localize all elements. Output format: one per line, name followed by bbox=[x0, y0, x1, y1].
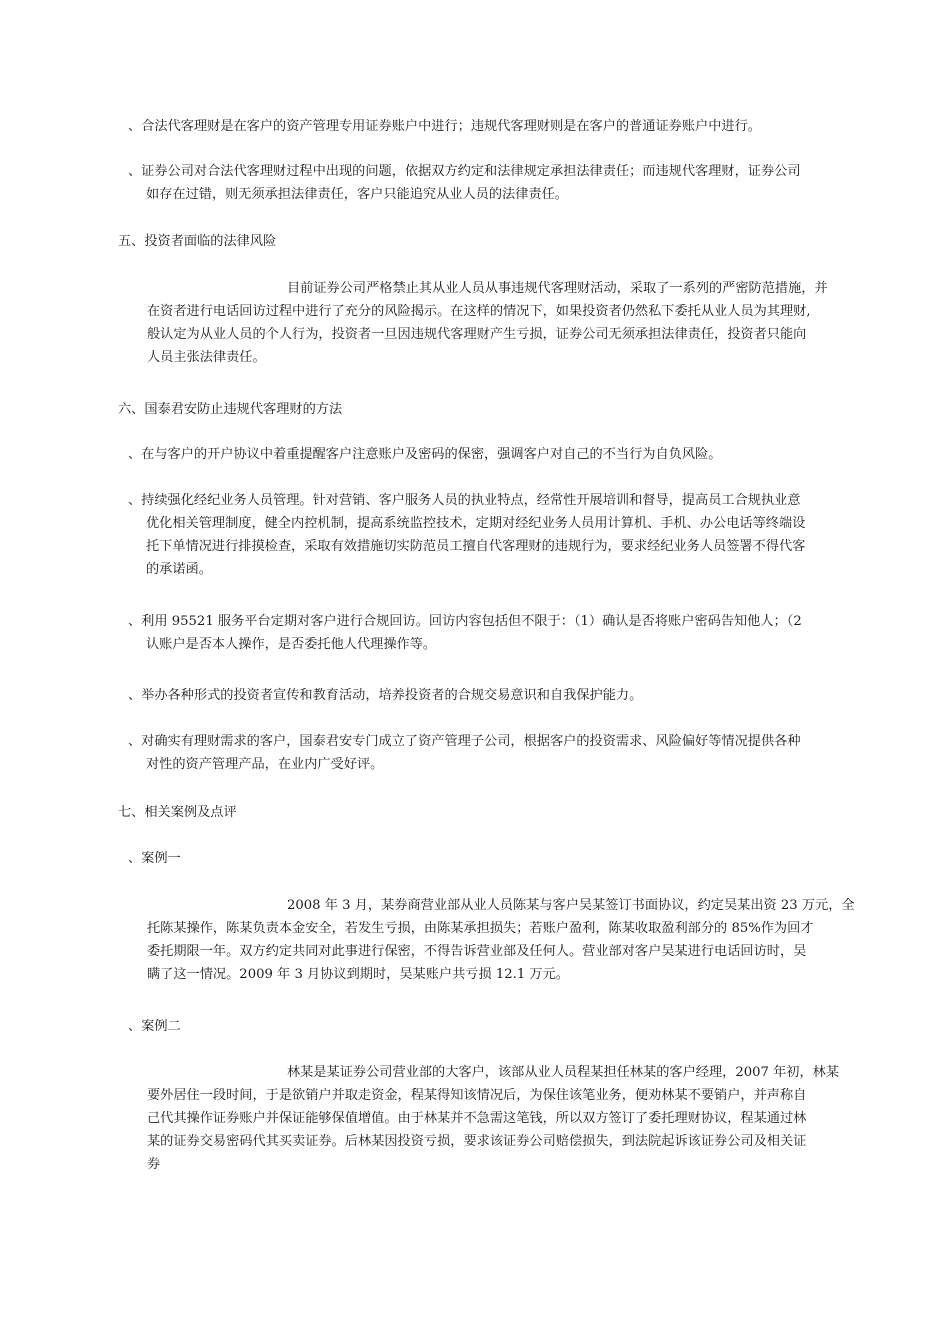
section-heading bbox=[118, 398, 518, 421]
bullet-item bbox=[128, 1015, 948, 1038]
text-line: 对性的资产管理产品，在业内广受好评。 bbox=[146, 757, 384, 772]
text-line: 、在与客户的开户协议中着重提醒客户注意账户及密码的保密，强调客户对自己的不当行为自负风险。 bbox=[128, 447, 722, 462]
text-line: 、合法代客理财是在客户的资产管理专用证券账户中进行；违规代客理财则是在客户的普通证券账户中进行。 bbox=[128, 119, 761, 134]
paragraph bbox=[147, 894, 947, 986]
paragraph bbox=[147, 277, 947, 369]
text-line: 认账户是否本人操作，是否委托他人代理操作等。 bbox=[146, 637, 437, 652]
heading-text: 六、国泰君安防止违规代客理财的方法 bbox=[118, 402, 343, 417]
text-line: 般认定为从业人员的个人行为，投资者一旦因违规代客理财产生亏损，证券公司无须承担法律责任，投资者只能向 bbox=[147, 327, 807, 342]
bullet-item bbox=[128, 115, 948, 138]
bullet-item bbox=[128, 443, 948, 466]
text-line: 、利用 95521 服务平台定期对客户进行合规回访。回访内容包括但不限于：（1）确认是否将账户密码告知他人；（2 bbox=[128, 614, 802, 629]
heading-text: 五、投资者面临的法律风险 bbox=[118, 234, 277, 249]
text-line: 的承诺函。 bbox=[146, 562, 212, 577]
text-line: 委托期限一年。双方约定共同对此事进行保密，不得告诉营业部及任何人。营业部对客户吴某进行电话回访时，吴 bbox=[147, 944, 807, 959]
text-line: 、举办各种形式的投资者宣传和教育活动，培养投资者的合规交易意识和自我保护能力。 bbox=[128, 688, 643, 703]
text-line: 某的证券交易密码代其买卖证券。后林某因投资亏损，要求该证券公司赔偿损失，到法院起诉该证券公司及相关证 bbox=[147, 1134, 807, 1149]
text-line: 瞒了这一情况。2009 年 3 月协议到期时，吴某账户共亏损 12.1 万元。 bbox=[147, 967, 569, 982]
heading-text: 七、相关案例及点评 bbox=[118, 805, 237, 820]
text-line: 如存在过错，则无须承担法律责任，客户只能追究从业人员的法律责任。 bbox=[146, 187, 568, 202]
text-line: 人员主张法律责任。 bbox=[147, 350, 266, 365]
text-line: 托陈某操作，陈某负责本金安全，若发生亏损，由陈某承担损失；若账户盈利，陈某收取盈利部分的 85%作为回才 bbox=[147, 921, 814, 936]
text-line: 己代其操作证券账户并保证能够保值增值。由于林某并不急需这笔钱，所以双方签订了委托理财协议，程某通过林 bbox=[147, 1111, 807, 1126]
text-line: 林某是某证券公司营业部的大客户，该部从业人员程某担任林某的客户经理，2007 年初，林某 bbox=[287, 1065, 840, 1080]
bullet-item bbox=[128, 684, 948, 707]
bullet-item bbox=[128, 489, 950, 581]
text-line: 、案例二 bbox=[128, 1019, 181, 1034]
text-line: 优化相关管理制度，健全内控机制，提高系统监控技术，定期对经纪业务人员用计算机、手机、办公电话等终端设 bbox=[146, 516, 806, 531]
text-line: 、证券公司对合法代客理财过程中出现的问题，依据双方约定和法律规定承担法律责任；而违规代客理财，证券公司 bbox=[128, 164, 801, 179]
text-line: 2008 年 3 月，某券商营业部从业人员陈某与客户吴某签订书面协议，约定吴某出资 23 万元，全 bbox=[287, 898, 855, 913]
text-line: 、案例一 bbox=[128, 851, 181, 866]
text-line: 在资者进行电话回访过程中进行了充分的风险揭示。在这样的情况下，如果投资者仍然私下委托从业人员为其理财, bbox=[147, 304, 811, 319]
text-line: 、对确实有理财需求的客户，国泰君安专门成立了资产管理子公司，根据客户的投资需求、风险偏好等情况提供各种 bbox=[128, 734, 801, 749]
text-line: 、持续强化经纪业务人员管理。针对营销、客户服务人员的执业特点，经常性开展培训和督导，提高员工合规执业意 bbox=[128, 493, 801, 508]
text-line: 券 bbox=[147, 1157, 161, 1172]
paragraph bbox=[147, 1061, 947, 1176]
text-line: 目前证券公司严格禁止其从业人员从事违规代客理财活动，采取了一系列的严密防范措施，并 bbox=[287, 281, 828, 296]
text-line: 要外居住一段时间，于是欲销户并取走资金，程某得知该情况后，为保住该笔业务，便劝林某不要销户，并声称自 bbox=[147, 1088, 807, 1103]
section-heading bbox=[118, 801, 518, 824]
text-line: 托下单情况进行排摸检查，采取有效措施切实防范员工擅自代客理财的违规行为，要求经纪业务人员签署不得代客 bbox=[146, 539, 806, 554]
bullet-item bbox=[128, 160, 950, 206]
bullet-item bbox=[128, 847, 948, 870]
section-heading bbox=[118, 230, 518, 253]
bullet-item bbox=[128, 730, 950, 776]
bullet-item bbox=[128, 610, 950, 656]
